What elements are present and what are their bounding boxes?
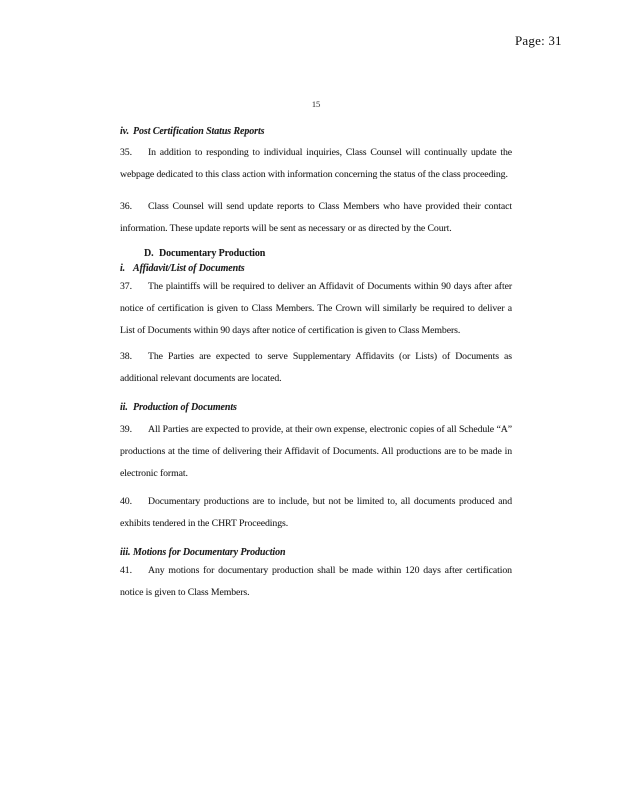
paragraph-text: Any motions for documentary production shall be made within 120 days after certification notice is given to Class Members. — [120, 565, 512, 598]
paragraph-number: 39. — [120, 424, 132, 435]
paragraph-number: 38. — [120, 351, 132, 362]
heading-label: iv. — [120, 126, 130, 137]
paragraph-number: 41. — [120, 565, 132, 576]
paragraph-text: Documentary productions are to include, but not be limited to, all documents produced and exhibits tendered in the CHRT Proceedings. — [120, 496, 512, 529]
heading-label: i. — [120, 263, 126, 274]
paragraph-number: 40. — [120, 496, 132, 507]
paragraph-number: 37. — [120, 281, 132, 292]
numbered-paragraph — [120, 276, 512, 342]
paragraph-number: 35. — [120, 147, 132, 158]
numbered-paragraph — [120, 142, 512, 186]
section-heading — [120, 247, 512, 261]
heading-text: Documentary Production — [159, 248, 266, 259]
heading-label: iii. — [120, 547, 131, 558]
paragraph-text: In addition to responding to individual inquiries, Class Counsel will continually update the webpage dedicated to this class action with information concerning the status of the class proceeding. — [120, 147, 512, 180]
document-page-number: 15 — [311, 99, 321, 109]
heading-text: Production of Documents — [133, 402, 237, 413]
numbered-paragraph — [120, 196, 512, 240]
numbered-paragraph — [120, 419, 512, 485]
document-body — [120, 0, 512, 604]
paragraph-text: All Parties are expected to provide, at their own expense, electronic copies of all Schedule “A” productions at the time of delivering their Affidavit of Documents. All productions are to be made in electronic format. — [120, 424, 512, 479]
heading-text: Post Certification Status Reports — [133, 126, 265, 137]
viewer-page-label: Page: 31 — [515, 33, 562, 48]
section-heading — [120, 125, 512, 139]
heading-label: D. — [144, 248, 154, 259]
numbered-paragraph — [120, 346, 512, 390]
paragraph-text: Class Counsel will send update reports to Class Members who have provided their contact information. These update reports will be sent as necessary or as directed by the Court. — [120, 201, 512, 234]
heading-text: Affidavit/List of Documents — [133, 263, 245, 274]
numbered-paragraph — [120, 560, 512, 604]
section-heading — [120, 401, 512, 415]
paragraph-text: The Parties are expected to serve Supplementary Affidavits (or Lists) of Documents as additional relevant documents are located. — [120, 351, 512, 384]
section-heading — [120, 262, 512, 276]
paragraph-number: 36. — [120, 201, 132, 212]
heading-text: Motions for Documentary Production — [133, 547, 286, 558]
paragraph-text: The plaintiffs will be required to deliver an Affidavit of Documents within 90 days after after notice of certification is given to Class Members. The Crown will similarly be required to deliver a List of Documents within 90 days after notice of certification is given to Class Members. — [120, 281, 512, 336]
section-heading — [120, 546, 512, 560]
heading-label: ii. — [120, 402, 128, 413]
numbered-paragraph — [120, 491, 512, 535]
